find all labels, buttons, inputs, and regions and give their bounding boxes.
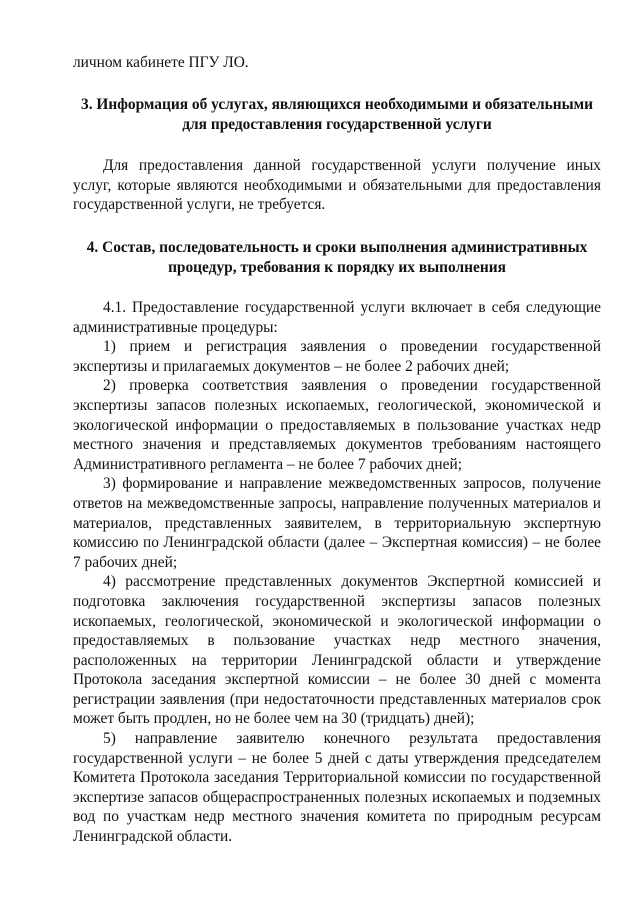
section-3-heading-line-1: 3. Информация об услугах, являющихся необходимыми и обязательными xyxy=(81,96,593,113)
procedure-item-5: 5) направление заявителю конечного результата предоставления государственной услуги – не более 5 дней с даты утверждения председателем Комитета Протокола заседания Территориальной комиссии по государственной экспертизе запасов общераспространенных полезных ископаемых и подземных вод по участкам недр местного значения комитета по природным ресурсам Ленинградской области. xyxy=(73,730,601,846)
procedure-item-1: 1) прием и регистрация заявления о проведении государственной экспертизы и прилагаемых документов – не более 2 рабочих дней; xyxy=(73,338,601,375)
procedure-item-2: 2) проверка соответствия заявления о проведении государственной экспертизы запасов полезных ископаемых, геологической, экономической и экологической информации о предоставляемых в пользование участках недр местного значения и представляемых документов требованиям настоящего Административного регламента – не более 7 рабочих дней; xyxy=(73,377,601,473)
section-3-heading xyxy=(73,95,601,134)
section-4-body xyxy=(73,298,601,847)
section-4-heading-line-1: 4. Состав, последовательность и сроки выполнения административных xyxy=(86,239,588,256)
section-4-heading xyxy=(73,238,601,277)
section-3-paragraph: Для предоставления данной государственной услуги получение иных услуг, которые являются необходимыми и обязательными для предоставления государственной услуги, не требуется. xyxy=(73,157,601,214)
section-3-heading-line-2: для предоставления государственной услуги xyxy=(182,115,492,133)
procedure-item-3: 3) формирование и направление межведомственных запросов, получение ответов на межведомственные запросы, направление полученных материалов и материалов, представленных заявителем, в территориальную экспертную комиссию по Ленинградской области (далее – Экспертная комиссия) – не более 7 рабочих дней; xyxy=(73,475,601,571)
procedure-item-4: 4) рассмотрение представленных документов Экспертной комиссией и подготовка заключения государственной экспертизы запасов полезных ископаемых, геологической, экономической и экологической информации о предоставляемых в пользование участках недр местного значения, расположенных на территории Ленинградской области и утверждение Протокола заседания экспертной комиссии – не более 30 дней с момента регистрации заявления (при недостаточности представленных материалов срок может быть продлен, но не более чем на 30 (тридцать) дней); xyxy=(73,573,601,728)
section-4-heading-line-2: процедур, требования к порядку их выполнения xyxy=(168,258,506,276)
continuation-line: личном кабинете ПГУ ЛО. xyxy=(73,54,249,71)
section-4-intro: 4.1. Предоставление государственной услуги включает в себя следующие административные процедуры: xyxy=(73,299,601,336)
